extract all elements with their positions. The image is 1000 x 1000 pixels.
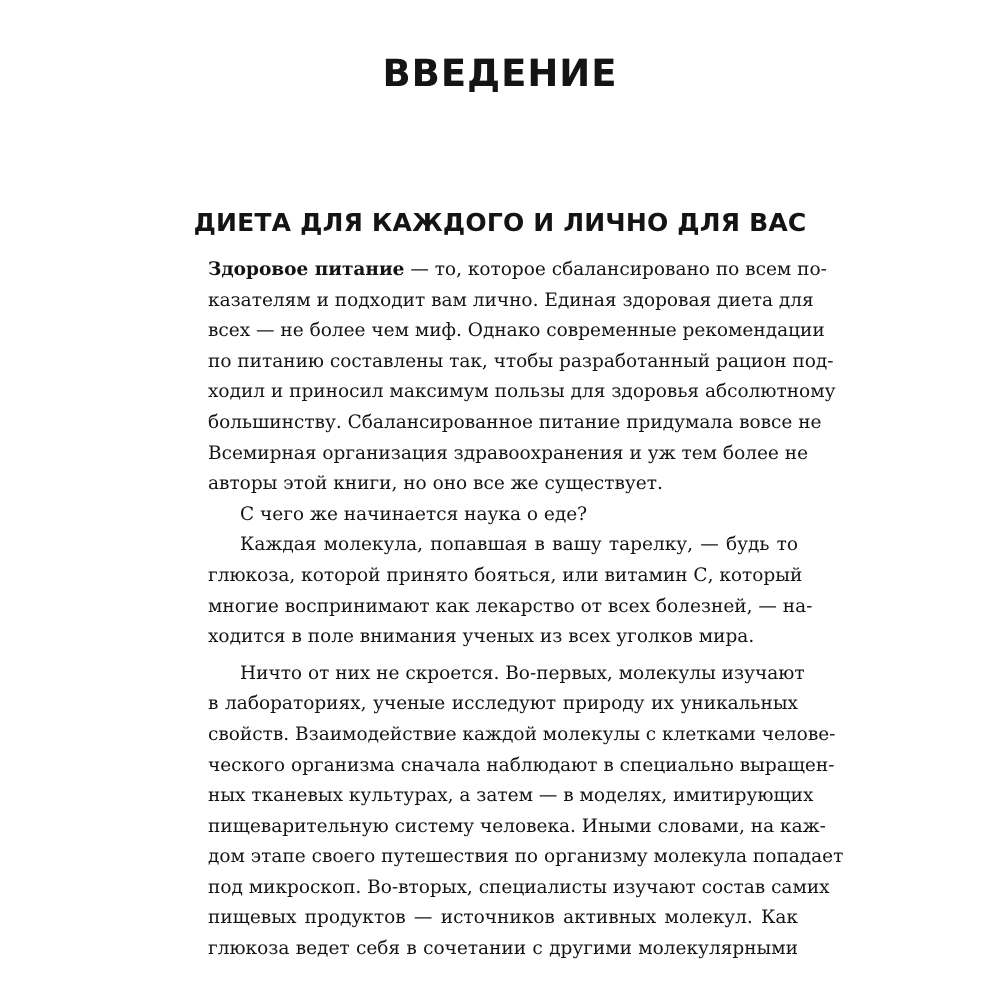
text-line: всех — не более чем миф. Однако современные рекомендации bbox=[208, 320, 825, 342]
text-line: пищевых продуктов — источников активных молекул. Как bbox=[208, 907, 798, 929]
text-line: ходил и приносил максимум пользы для здоровья абсолютному bbox=[208, 381, 836, 403]
text-line: Каждая молекула, попавшая в вашу тарелку, — будь то bbox=[240, 534, 798, 556]
text-line: свойств. Взаимодействие каждой молекулы с клетками челове- bbox=[208, 723, 836, 745]
paragraph-4 bbox=[208, 659, 844, 965]
text-line: Всемирная организация здравоохранения и уж тем более не bbox=[208, 442, 809, 464]
text-line: ходится в поле внимания ученых из всех уголков мира. bbox=[208, 626, 755, 648]
bold-lead: Здоровое питание bbox=[208, 259, 405, 280]
text-line: глюкоза ведет себя в сочетании с другими молекулярными bbox=[208, 938, 798, 960]
text-line: казателям и подходит вам лично. Единая здоровая диета для bbox=[208, 289, 814, 311]
text-line: С чего же начинается наука о еде? bbox=[240, 503, 588, 525]
paragraph-1 bbox=[208, 255, 836, 500]
text-line: авторы этой книги, но оно все же существует. bbox=[208, 473, 663, 495]
text-line: ных тканевых культурах, а затем — в моделях, имитирующих bbox=[208, 785, 814, 807]
text-line: дом этапе своего путешествия по организму молекула попадает bbox=[208, 846, 844, 868]
text-line: Ничто от них не скроется. Во-первых, молекулы изучают bbox=[240, 662, 805, 684]
text-line: пищеварительную систему человека. Иными словами, на каж- bbox=[208, 815, 826, 837]
body-text bbox=[208, 255, 844, 965]
text-line: многие воспринимают как лекарство от всех болезней, — на- bbox=[208, 595, 813, 617]
text-line: большинству. Сбалансированное питание придумала вовсе не bbox=[208, 411, 822, 433]
paragraph-3 bbox=[208, 530, 813, 652]
text-line: глюкоза, которой принято бояться, или витамин С, который bbox=[208, 564, 803, 586]
line-rest: — то, которое сбалансировано по всем по- bbox=[404, 259, 827, 280]
chapter-title: ВВЕДЕНИЕ bbox=[382, 52, 618, 95]
text-line: по питанию составлены так, чтобы разработанный рацион под- bbox=[208, 350, 834, 372]
text-line: в лабораториях, ученые исследуют природу их уникальных bbox=[208, 693, 798, 715]
text-line bbox=[208, 255, 827, 286]
text-line: под микроскоп. Во-вторых, специалисты изучают состав самих bbox=[208, 876, 830, 898]
paragraph-2 bbox=[208, 500, 798, 531]
text-line: ческого организма сначала наблюдают в специально выращен- bbox=[208, 754, 835, 776]
section-title: ДИЕТА ДЛЯ КАЖДОГО И ЛИЧНО ДЛЯ ВАС bbox=[193, 208, 807, 237]
